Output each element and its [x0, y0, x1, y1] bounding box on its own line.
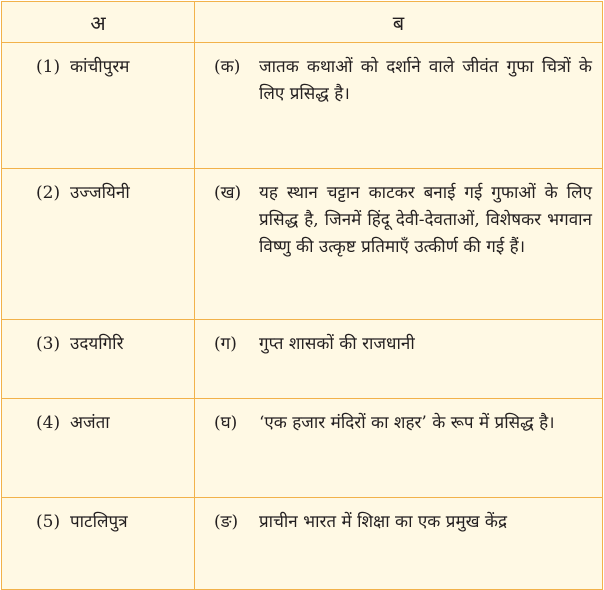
column-a-cell [2, 320, 195, 399]
column-a-cell [2, 43, 195, 169]
item-number: (1) [36, 57, 61, 77]
column-b-cell [195, 169, 603, 320]
description-text: जातक कथाओं को दर्शाने वाले जीवंत गुफा चित्रों के लिए प्रसिद्ध है। [259, 57, 592, 104]
item-number: (5) [36, 512, 61, 532]
option-marker: (ङ) [214, 512, 239, 532]
description-item [214, 180, 592, 261]
table-row [2, 43, 603, 169]
description-item [214, 54, 592, 108]
column-b-cell [195, 320, 603, 399]
item-number: (3) [36, 334, 61, 354]
description-text: ‘एक हजार मंदिरों का शहर’ के रूप में प्रसिद्ध है। [259, 413, 555, 433]
column-b-cell [195, 43, 603, 169]
item-number: (2) [36, 183, 61, 203]
header-row [2, 2, 603, 43]
description-item [214, 410, 592, 437]
place-name: कांचीपुरम [70, 57, 130, 77]
table-row [2, 498, 603, 590]
item-number: (4) [36, 413, 61, 433]
option-marker: (क) [214, 57, 241, 77]
column-a-header: अ [2, 2, 195, 43]
column-a-cell [2, 399, 195, 498]
table-row [2, 399, 603, 498]
option-marker: (घ) [214, 413, 238, 433]
place-name: पाटलिपुत्र [70, 512, 128, 532]
description-item [214, 331, 592, 358]
description-text: यह स्थान चट्टान काटकर बनाई गई गुफाओं के लिए प्रसिद्ध है, जिनमें हिंदू देवी-देवताओं, विशेषकर भगवान विष्णु की उत्कृष्ट प्रतिमाएँ उत्कीर्ण की गई हैं। [259, 183, 592, 257]
place-name: अजंता [70, 413, 110, 433]
column-b-cell [195, 498, 603, 590]
table-row [2, 320, 603, 399]
description-text: गुप्त शासकों की राजधानी [259, 334, 415, 354]
place-name: उदयगिरि [70, 334, 124, 354]
column-b-header: ब [195, 2, 603, 43]
column-a-cell [2, 169, 195, 320]
option-marker: (ग) [214, 334, 237, 354]
description-text: प्राचीन भारत में शिक्षा का एक प्रमुख केंद्र [259, 512, 507, 532]
match-the-following-table [1, 1, 603, 590]
option-marker: (ख) [214, 183, 242, 203]
column-a-cell [2, 498, 195, 590]
column-b-cell [195, 399, 603, 498]
table-row [2, 169, 603, 320]
description-item [214, 509, 592, 536]
place-name: उज्जयिनी [70, 183, 130, 203]
